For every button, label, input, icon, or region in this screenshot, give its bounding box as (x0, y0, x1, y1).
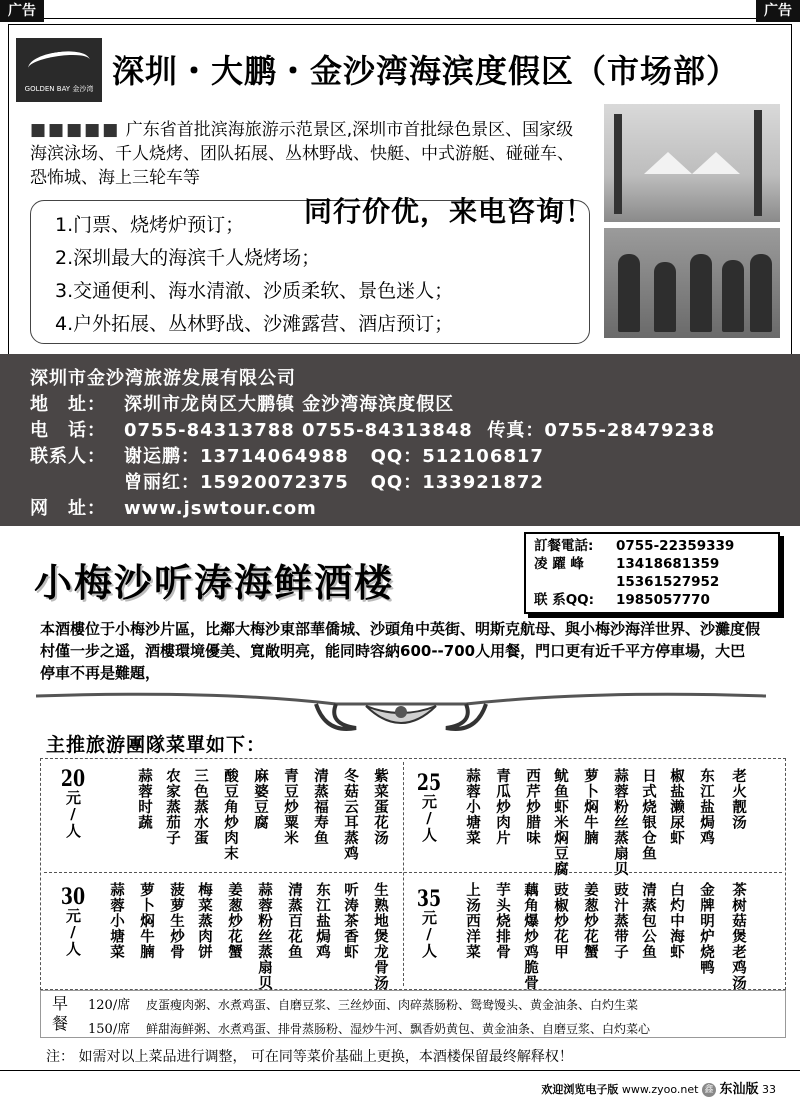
menu-dish: 青豆炒粟米 (282, 768, 298, 846)
breakfast-items: 鲜甜海鲜粥、水煮鸡蛋、排骨蒸肠粉、湿炒牛河、飘香奶黄包、黄金油条、自磨豆浆、白灼菜心 (146, 1022, 651, 1036)
menu-divider-vertical (403, 762, 404, 986)
menu-dish: 芋头烧排骨 (494, 882, 510, 960)
web-label: 网 址： (30, 498, 106, 519)
contact-row (534, 555, 770, 573)
menu-dish: 茶树菇煲老鸡汤 (730, 882, 746, 991)
resort-gate-photo (604, 104, 780, 222)
qq-2: QQ：133921872 (370, 472, 544, 493)
menu-dish: 清蒸包公鱼 (640, 882, 656, 960)
qq-1: QQ：512106817 (370, 446, 544, 467)
footer-text: 欢迎浏览电子版 (541, 1083, 619, 1096)
golden-bay-logo (16, 38, 102, 102)
menu-dish: 生熟地煲龙骨汤 (372, 882, 388, 991)
menu-dish: 日式烧银仓鱼 (640, 768, 656, 861)
slogan: 同行价优，来电咨询！ (304, 195, 595, 228)
contact-2: 曾丽红：15920072375 (124, 472, 349, 493)
palm-shape (614, 114, 622, 214)
menu-price-25: 25元/人 (416, 772, 442, 842)
menu-dish: 萝卜焖牛腩 (138, 882, 154, 960)
menu-dish: 梅菜蒸肉饼 (196, 882, 212, 960)
intro-text: 广东省首批滨海旅游示范景区,深圳市首批绿色景区、国家级海滨泳场、千人烧烤、团队拓展、丛林野战、快艇、中式游艇、碰碰车、恐怖城、海上三轮车等 (30, 120, 574, 188)
soldier-figure (618, 254, 640, 332)
page-number: 33 (762, 1083, 776, 1096)
menu-dish: 老火靓汤 (730, 768, 746, 830)
restaurant-title: 小梅沙听涛海鲜酒楼 (34, 560, 395, 605)
fax-value: 0755-28479238 (544, 420, 716, 441)
footer-badge-icon: 鑫 (702, 1083, 716, 1097)
top-rule (44, 18, 756, 19)
breakfast-row (88, 1018, 650, 1037)
menu-dish: 姜葱炒花蟹 (226, 882, 242, 960)
menu-note: 注： 如需对以上菜品进行调整， 可在同等菜价基础上更换，本酒楼保留最终解释权！ (46, 1049, 573, 1065)
menu-dish: 藕角爆炒鸡脆骨 (522, 882, 538, 991)
soldier-figure (722, 260, 744, 332)
menu-dish: 清蒸百花鱼 (286, 882, 302, 960)
breakfast-price: 150/席 (88, 1022, 131, 1037)
menu-dish: 麻婆豆腐 (252, 768, 268, 830)
menu-dish: 农家蒸茄子 (164, 768, 180, 846)
contact-row-value: 15361527952 (616, 574, 720, 590)
menu-dish: 豉汁蒸带子 (612, 882, 628, 960)
page-footer (541, 1078, 776, 1097)
contact-label: 联系人： (30, 446, 106, 467)
resort-title: 深圳・大鹏・金沙湾海滨度假区（市场部） (112, 52, 740, 90)
menu-dish: 青瓜炒肉片 (494, 768, 510, 846)
company-address-row (30, 392, 800, 418)
soldier-figure (750, 254, 772, 332)
menu-dish: 白灼中海虾 (668, 882, 684, 960)
menu-dish: 东江盐焗鸡 (698, 768, 714, 846)
footer-rule (0, 1070, 800, 1071)
contact-row-value: 1985057770 (616, 592, 710, 608)
menu-dish: 冬菇云耳蒸鸡 (342, 768, 358, 861)
breakfast-label: 早餐 (51, 994, 68, 1033)
contact-row (534, 573, 770, 591)
palm-shape (754, 110, 762, 216)
footer-edition: 东汕版 (719, 1082, 759, 1097)
contact-row-label: 联 系QQ: (534, 592, 595, 608)
menu-dish: 豉椒炒花甲 (552, 882, 568, 960)
company-info-band (0, 354, 800, 526)
gate-tent-shape (644, 152, 740, 174)
feature-item: 4.户外拓展、丛林野战、沙滩露营、酒店预订； (55, 313, 454, 335)
menu-dish: 菠萝生炒骨 (168, 882, 184, 960)
menu-dish: 金牌明炉烧鸭 (698, 882, 714, 975)
address-value: 深圳市龙岗区大鹏镇 金沙湾海滨度假区 (124, 394, 455, 415)
menu-dish: 上汤西洋菜 (464, 882, 480, 960)
fax-label: 传真： (487, 420, 545, 441)
menu-dish: 鱿鱼虾米焖豆腐 (552, 768, 568, 877)
resort-intro (30, 118, 590, 190)
menu-dish: 三色蒸水蛋 (192, 768, 208, 846)
ad-label-right: 广告 (756, 0, 800, 22)
restaurant-description: 本酒樓位于小梅沙片區，比鄰大梅沙東部華僑城、沙頭角中英街、明斯克航母、與小梅沙海洋世界、沙灘度假村僅一步之遥，酒樓環境優美、寬敞明亮，能同時容納600--700人用餐，門口更有近千平方停車場，大巴停車不再是難題， (40, 620, 761, 682)
company-contact-row (30, 444, 800, 470)
menu-dish: 听涛茶香虾 (342, 882, 358, 960)
menu-dish: 萝卜焖牛腩 (582, 768, 598, 846)
menu-dish: 蒜蓉小塘菜 (464, 768, 480, 846)
contact-row-label: 訂餐電話: (534, 538, 594, 554)
menu-dish: 紫菜蛋花汤 (372, 768, 388, 846)
menu-dish: 东江盐焗鸡 (314, 882, 330, 960)
company-phone-row (30, 418, 800, 444)
company-web-row (30, 496, 800, 522)
menu-dish: 清蒸福寿鱼 (312, 768, 328, 846)
field-training-photo (604, 228, 780, 338)
phone-label: 电 话： (30, 420, 106, 441)
menu-price-30: 30元/人 (60, 886, 86, 956)
logo-swoosh-icon (27, 48, 92, 80)
menu-dish: 蒜蓉时蔬 (136, 768, 152, 830)
menu-divider-horizontal (44, 872, 782, 873)
menu-price-20: 20元/人 (60, 768, 86, 838)
contact-row-value: 0755-22359339 (616, 538, 735, 554)
feature-item: 3.交通便利、海水清澈、沙质柔软、景色迷人； (55, 280, 454, 302)
breakfast-price: 120/席 (88, 998, 131, 1013)
soldier-figure (690, 254, 712, 332)
menu-price-35: 35元/人 (416, 888, 442, 958)
soldier-figure (654, 262, 676, 332)
menu-dish: 蒜蓉粉丝蒸扇贝 (612, 768, 628, 877)
contact-row-value: 13418681359 (616, 556, 720, 572)
feature-item: 2.深圳最大的海滨千人烧烤场； (55, 247, 321, 269)
menu-dish: 蒜蓉小塘菜 (108, 882, 124, 960)
menu-dish: 西芹炒腊味 (524, 768, 540, 846)
menu-dish: 蒜蓉粉丝蒸扇贝 (256, 882, 272, 991)
footer-site-link[interactable]: www.zyoo.net (621, 1083, 699, 1096)
web-link[interactable]: www.jswtour.com (124, 498, 317, 519)
logo-text: GOLDEN BAY 金沙湾 (24, 85, 94, 93)
menu-dish: 椒盐濑尿虾 (668, 768, 684, 846)
feature-item: 1.门票、烧烤炉预订； (55, 214, 245, 236)
company-contact-row-2 (30, 470, 800, 496)
menu-dish: 酸豆角炒肉末 (222, 768, 238, 861)
company-name: 深圳市金沙湾旅游发展有限公司 (30, 368, 296, 389)
ad-label-left: 广告 (0, 0, 44, 22)
breakfast-row (88, 994, 638, 1013)
restaurant-contact-box (524, 532, 780, 614)
breakfast-items: 皮蛋瘦肉粥、水煮鸡蛋、自磨豆浆、三丝炒面、肉碎蒸肠粉、鸳鸯馒头、黄金油条、白灼生菜 (146, 998, 639, 1012)
contact-row-label: 凌 躍 峰 (534, 556, 584, 572)
contact-1: 谢运鹏：13714064988 (124, 446, 349, 467)
contact-row (534, 537, 770, 555)
phone-value: 0755-84313788 0755-84313848 (124, 420, 473, 441)
address-label: 地 址： (30, 394, 106, 415)
menu-title: 主推旅游團隊菜單如下： (46, 734, 267, 756)
intro-marks: ■■■■■ (30, 120, 121, 140)
cloud-ornament-icon (36, 682, 766, 736)
contact-row (534, 591, 770, 609)
menu-dish: 姜葱炒花蟹 (582, 882, 598, 960)
